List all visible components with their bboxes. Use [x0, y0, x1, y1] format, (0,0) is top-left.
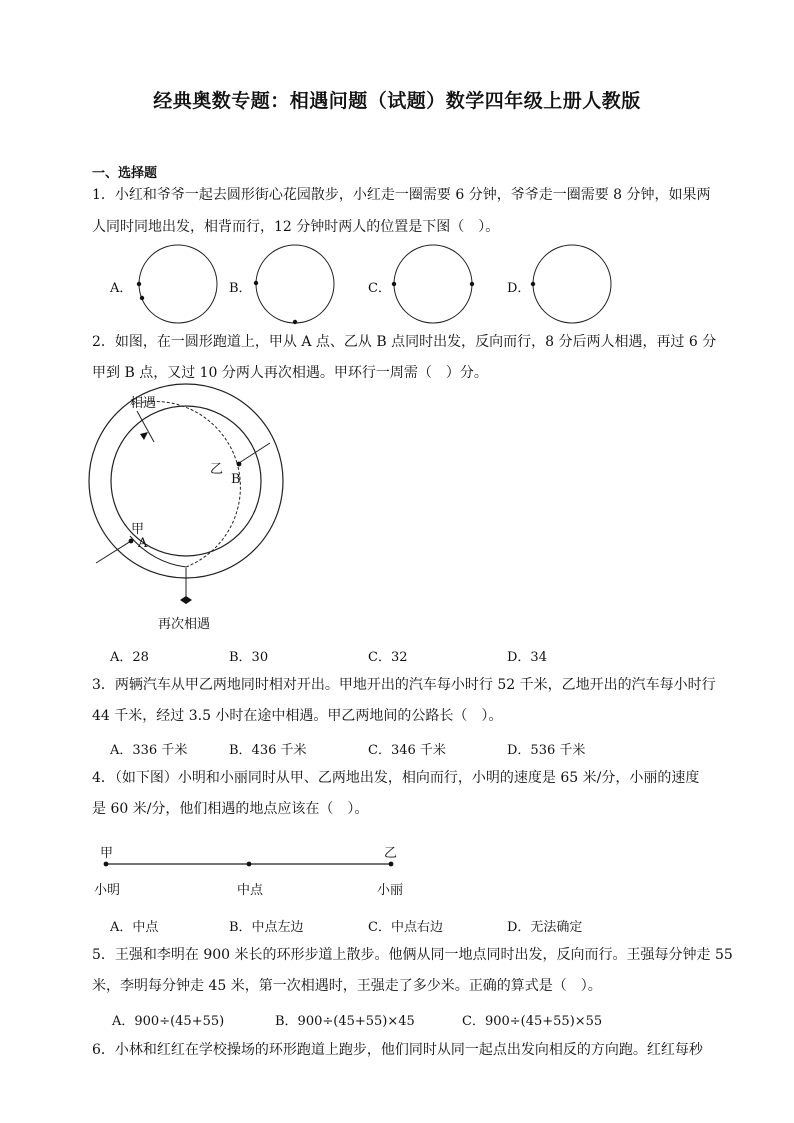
q2-option-d: D．34	[507, 650, 547, 665]
q2-text-line2: 甲到 B 点，又过 10 分两人再次相遇。甲环行一周需（ ）分。	[92, 365, 488, 381]
q5-option-c: C．900÷(45+55)×55	[462, 1014, 603, 1029]
q3-option-b: B．436 千米	[229, 743, 307, 758]
q3-text-line1: 3．两辆汽车从甲乙两地同时相对开出。甲地开出的汽车每小时行 52 千米，乙地开出的汽车每小时行	[92, 677, 716, 693]
q1-text-line2: 人同时同地出发，相背而行，12 分钟时两人的位置是下图（ ）。	[92, 219, 500, 235]
q4-text-line2: 是 60 米/分，他们相遇的地点应该在（ ）。	[92, 801, 369, 817]
q4-point-jia	[104, 862, 109, 867]
q1-option-c: C．	[368, 281, 391, 296]
q4-label-xiaoli: 小丽	[377, 883, 404, 898]
q4-label-jia: 甲	[100, 846, 114, 861]
q4-label-yi: 乙	[384, 846, 398, 861]
q1-option-d: D．	[507, 281, 531, 296]
q4-option-a: A．中点	[110, 920, 159, 935]
q2-label-meet: 相遇	[130, 396, 157, 411]
q4-label-xiaoming: 小明	[94, 883, 121, 898]
q2-option-b: B．30	[229, 650, 269, 665]
q4-label-midpoint: 中点	[237, 883, 264, 898]
q4-point-mid	[247, 862, 252, 867]
q3-option-d: D．536 千米	[507, 743, 586, 758]
q5-option-a: A．900÷(45+55)	[112, 1014, 225, 1029]
q5-option-b: B．900÷(45+55)×45	[275, 1014, 415, 1029]
q1-option-a: A．	[110, 281, 133, 296]
q5-text-line1: 5．王强和李明在 900 米长的环形步道上散步。他俩从同一地点同时出发，反向而行。王强每分钟走 55	[92, 947, 733, 963]
q2-option-c: C．32	[368, 650, 408, 665]
q2-label-meet-again: 再次相遇	[158, 617, 211, 632]
q2-label-jia: 甲	[131, 522, 145, 537]
q5-text-line2: 米，李明每分钟走 45 米，第一次相遇时，王强走了多少米。正确的算式是（ ）。	[92, 978, 602, 994]
q3-option-a: A．336 千米	[110, 743, 188, 758]
section-heading: 一、选择题	[92, 166, 158, 181]
q2-label-b: B	[231, 472, 241, 487]
q2-text-line1: 2．如图，在一圆形跑道上，甲从 A 点、乙从 B 点同时出发，反向而行，8 分后两人相遇，再过 6 分	[92, 334, 717, 350]
page-title: 经典奥数专题：相遇问题（试题）数学四年级上册人教版	[153, 90, 641, 112]
q1-option-b: B．	[229, 281, 252, 296]
q4-text-line1: 4．（如下图）小明和小丽同时从甲、乙两地出发，相向而行，小明的速度是 65 米/分，小丽的速度	[92, 770, 700, 786]
q3-text-line2: 44 千米，经过 3.5 小时在途中相遇。甲乙两地间的公路长（ ）。	[92, 708, 503, 724]
q2-option-a: A．28	[110, 650, 149, 665]
q3-option-c: C．346 千米	[368, 743, 446, 758]
q4-point-yi	[389, 862, 394, 867]
q2-label-a: A	[138, 536, 148, 551]
q1-text-line1: 1．小红和爷爷一起去圆形街心花园散步，小红走一圈需要 6 分钟，爷爷走一圈需要 8 分钟，如果两	[92, 187, 711, 203]
q4-option-c: C．中点右边	[368, 920, 443, 935]
q2-label-yi: 乙	[210, 462, 224, 477]
q4-option-d: D．无法确定	[507, 920, 583, 935]
q6-text-line1: 6．小林和红红在学校操场的环形跑道上跑步，他们同时从同一起点出发向相反的方向跑。红红每秒	[92, 1042, 703, 1058]
q4-option-b: B．中点左边	[229, 920, 304, 935]
